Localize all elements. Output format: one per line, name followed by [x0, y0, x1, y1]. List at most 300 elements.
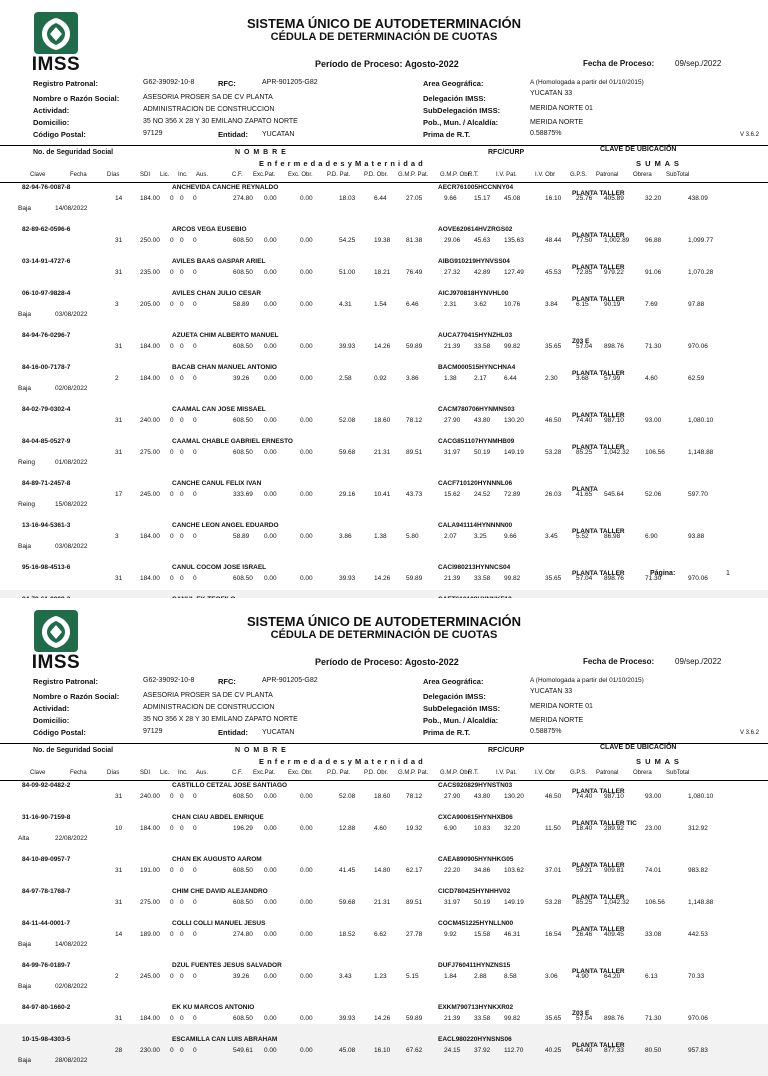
- pob-value: MERIDA NORTE: [530, 119, 584, 126]
- cell-pdp: 52.08: [339, 417, 356, 424]
- cell-exco: 0.00: [300, 1047, 313, 1054]
- cell-aus: 0: [193, 1015, 197, 1022]
- cell-lic: 0: [170, 375, 174, 382]
- cell-ivo: 35.65: [545, 343, 562, 350]
- cell-gmpo: 15.62: [444, 491, 461, 498]
- movimiento-fecha: 01/08/2022: [55, 459, 88, 466]
- cell-ivp: 99.82: [504, 343, 521, 350]
- employee-name: DZUL FUENTES JESUS SALVADOR: [172, 962, 282, 969]
- cell-exco: 0.00: [300, 899, 313, 906]
- cell-gmpp: 43.73: [406, 491, 423, 498]
- cell-pat: 90.19: [604, 301, 621, 308]
- clave-ubicacion: PLANTA TALLER: [572, 232, 625, 239]
- table-row: [0, 478, 768, 520]
- cell-dias: 10: [115, 825, 123, 832]
- nss: 84-09-92-0482-2: [22, 782, 71, 789]
- cell-cf: 274.80: [233, 195, 253, 202]
- cell-gmpo: 1.38: [444, 375, 457, 382]
- cell-cf: 608.50: [233, 269, 253, 276]
- cell-sdi: 240.00: [140, 417, 160, 424]
- col-label: Exc. Obr.: [288, 172, 313, 178]
- cell-excp: 0.00: [264, 1015, 277, 1022]
- cell-rt: 37.92: [474, 1047, 491, 1054]
- domicilio-value: 35 NO 356 X 28 Y 30 EMILANO ZAPATO NORTE: [143, 716, 298, 723]
- col-label: G.M.P. Obr.: [440, 172, 471, 178]
- report-title: SISTEMA ÚNICO DE AUTODETERMINACIÓN: [247, 16, 521, 31]
- cell-ivp: 149.19: [504, 449, 524, 456]
- cell-cf: 608.50: [233, 237, 253, 244]
- cell-cf: 608.50: [233, 343, 253, 350]
- cell-rt: 34.86: [474, 867, 491, 874]
- cell-obr: 23.00: [645, 825, 662, 832]
- cell-gps: 4.90: [576, 973, 589, 980]
- cell-dias: 2: [115, 375, 119, 382]
- nss: 84-16-00-7178-7: [22, 364, 71, 371]
- cell-pdo: 14.26: [374, 575, 391, 582]
- rfc-curp: AUCA770415HYNZHL03: [438, 332, 513, 339]
- cell-sdi: 275.00: [140, 449, 160, 456]
- cell-ivo: 3.45: [545, 533, 558, 540]
- cell-pat: 64.20: [604, 973, 621, 980]
- cell-inc: 0: [180, 575, 184, 582]
- cell-pdo: 18.60: [374, 417, 391, 424]
- nss: 03-14-91-4727-6: [22, 258, 71, 265]
- cell-dias: 31: [115, 793, 123, 800]
- rfc-value: APR-901205-G82: [262, 79, 318, 86]
- cell-exco: 0.00: [300, 575, 313, 582]
- cell-pdp: 54.25: [339, 237, 356, 244]
- cell-gmpo: 2.07: [444, 533, 457, 540]
- cell-gps: 57.04: [576, 1015, 593, 1022]
- cell-pat: 987.10: [604, 417, 624, 424]
- subdelegacion-label: SubDelegación IMSS:: [423, 704, 501, 713]
- clave-ubicacion: PLANTA TALLER: [572, 264, 625, 271]
- cp-label: Código Postal:: [33, 130, 86, 139]
- cell-dias: 31: [115, 237, 123, 244]
- cell-exco: 0.00: [300, 825, 313, 832]
- col-label: G.M.P. Pat.: [398, 770, 429, 776]
- employee-table: [0, 182, 768, 636]
- col-label: P.D. Pat.: [327, 172, 351, 178]
- col-rfc-curp: RFC/CURP: [488, 747, 525, 754]
- cell-rt: 42.89: [474, 269, 491, 276]
- cell-ivo: 35.65: [545, 1015, 562, 1022]
- clave-ubicacion: PLANTA TALLER: [572, 894, 625, 901]
- cell-obr: 96.88: [645, 237, 662, 244]
- cell-excp: 0.00: [264, 343, 277, 350]
- cell-obr: 74.01: [645, 867, 662, 874]
- cell-ivo: 53.28: [545, 899, 562, 906]
- cell-pdo: 14.80: [374, 867, 391, 874]
- col-label: Obrera: [633, 770, 652, 776]
- cell-pat: 289.92: [604, 825, 624, 832]
- cell-gps: 41.65: [576, 491, 593, 498]
- cell-obr: 106.56: [645, 449, 665, 456]
- cell-pat: 898.76: [604, 343, 624, 350]
- col-label: Inc.: [178, 172, 188, 178]
- cell-ivo: 3.06: [545, 973, 558, 980]
- cell-pdp: 2.58: [339, 375, 352, 382]
- delegacion-value: YUCATAN 33: [530, 90, 573, 97]
- cell-rt: 3.25: [474, 533, 487, 540]
- nss: 10-15-98-4303-5: [22, 1036, 71, 1043]
- cell-cf: 608.50: [233, 867, 253, 874]
- cell-inc: 0: [180, 899, 184, 906]
- cell-pat: 979.22: [604, 269, 624, 276]
- nombre-value: ASESORIA PROSER SA DE CV PLANTA: [143, 94, 273, 101]
- cell-pdp: 4.31: [339, 301, 352, 308]
- col-label: Exc. Obr.: [288, 770, 313, 776]
- col-nss: No. de Seguridad Social: [33, 747, 114, 754]
- rfc-curp: COCM451225HYNLLN00: [438, 920, 514, 927]
- cell-aus: 0: [193, 1047, 197, 1054]
- movimiento-fecha: 03/08/2022: [55, 543, 88, 550]
- entidad-label: Entidad:: [218, 130, 248, 139]
- employee-name: COLLI COLLI MANUEL JESUS: [172, 920, 266, 927]
- col-label: SDI: [140, 770, 151, 776]
- cell-ivp: 135.63: [504, 237, 524, 244]
- cell-inc: 0: [180, 973, 184, 980]
- fecha-proceso-value: 09/sep./2022: [675, 59, 722, 68]
- cell-lic: 0: [170, 825, 174, 832]
- cell-pdo: 1.23: [374, 973, 387, 980]
- cell-rt: 45.63: [474, 237, 491, 244]
- cell-ivp: 127.49: [504, 269, 524, 276]
- cell-lic: 0: [170, 449, 174, 456]
- report-subtitle: CÉDULA DE DETERMINACIÓN DE CUOTAS: [270, 31, 498, 43]
- cell-pdp: 51.00: [339, 269, 356, 276]
- domicilio-value: 35 NO 356 X 28 Y 30 EMILANO ZAPATO NORTE: [143, 118, 298, 125]
- cell-sdi: 245.00: [140, 973, 160, 980]
- col-label: I.V. Pat.: [496, 770, 517, 776]
- cell-gmpp: 76.49: [406, 269, 423, 276]
- col-label: Días: [107, 172, 120, 178]
- employee-name: CHAN EK AUGUSTO AAROM: [172, 856, 262, 863]
- cell-cf: 608.50: [233, 1015, 253, 1022]
- cell-sub: 970.06: [688, 1015, 708, 1022]
- table-row: [0, 404, 768, 436]
- clave-ubicacion: PLANTA TALLER: [572, 296, 625, 303]
- area-value: A (Homologada a partir del 01/10/2015): [530, 79, 644, 86]
- cell-ivp: 6.44: [504, 375, 517, 382]
- movimiento-tipo: Baja: [18, 311, 32, 318]
- cell-inc: 0: [180, 301, 184, 308]
- cell-inc: 0: [180, 867, 184, 874]
- cell-ivp: 10.76: [504, 301, 521, 308]
- cp-value: 97129: [143, 728, 163, 735]
- cell-gmpp: 5.15: [406, 973, 419, 980]
- col-label: SDI: [140, 172, 151, 178]
- cell-exco: 0.00: [300, 1015, 313, 1022]
- nombre-value: ASESORIA PROSER SA DE CV PLANTA: [143, 692, 273, 699]
- nss: 84-10-89-0957-7: [22, 856, 71, 863]
- cell-aus: 0: [193, 195, 197, 202]
- cell-ivo: 53.28: [545, 449, 562, 456]
- cell-rt: 50.19: [474, 449, 491, 456]
- employee-name: ESCAMILLA CAN LUIS ABRAHAM: [172, 1036, 278, 1043]
- cell-obr: 6.13: [645, 973, 658, 980]
- cell-gmpp: 89.51: [406, 899, 423, 906]
- cell-obr: 6.90: [645, 533, 658, 540]
- cell-sub: 93.88: [688, 533, 705, 540]
- table-row: [0, 960, 768, 1002]
- entidad-value: YUCATAN: [262, 729, 295, 736]
- cell-pdo: 21.31: [374, 449, 391, 456]
- movimiento-fecha: 22/08/2022: [55, 835, 88, 842]
- cell-excp: 0.00: [264, 269, 277, 276]
- cell-lic: 0: [170, 793, 174, 800]
- cell-dias: 31: [115, 449, 123, 456]
- rfc-label: RFC:: [218, 677, 236, 686]
- cell-dias: 31: [115, 867, 123, 874]
- movimiento-fecha: 14/08/2022: [55, 205, 88, 212]
- cell-dias: 14: [115, 195, 123, 202]
- report-subtitle: CÉDULA DE DETERMINACIÓN DE CUOTAS: [270, 629, 498, 641]
- cell-dias: 14: [115, 931, 123, 938]
- cell-rt: 24.52: [474, 491, 491, 498]
- cell-ivp: 99.82: [504, 575, 521, 582]
- cell-exco: 0.00: [300, 195, 313, 202]
- cell-gmpp: 78.12: [406, 793, 423, 800]
- registro-label: Registro Patronal:: [33, 677, 99, 686]
- col-label: Días: [107, 770, 120, 776]
- clave-ubicacion: PLANTA TALLER: [572, 412, 625, 419]
- cell-ivo: 3.84: [545, 301, 558, 308]
- fecha-proceso-value: 09/sep./2022: [675, 657, 722, 666]
- cell-lic: 0: [170, 269, 174, 276]
- cell-pat: 987.10: [604, 793, 624, 800]
- cell-lic: 0: [170, 973, 174, 980]
- pob-label: Pob., Mun. / Alcaldía:: [423, 118, 499, 127]
- cell-exco: 0.00: [300, 301, 313, 308]
- cell-pat: 545.64: [604, 491, 624, 498]
- cell-pdo: 0.92: [374, 375, 387, 382]
- movimiento-fecha: 28/08/2022: [55, 1057, 88, 1064]
- nss: 82-89-62-0596-6: [22, 226, 71, 233]
- cell-gps: 18.40: [576, 825, 593, 832]
- cell-dias: 31: [115, 269, 123, 276]
- cell-sdi: 191.00: [140, 867, 160, 874]
- col-label: G.P.S.: [570, 172, 587, 178]
- rfc-curp: AECR761005HCCNNY04: [438, 184, 514, 191]
- cell-rt: 15.17: [474, 195, 491, 202]
- movimiento-tipo: Baja: [18, 983, 32, 990]
- cell-dias: 31: [115, 575, 123, 582]
- cell-sdi: 184.00: [140, 375, 160, 382]
- employee-name: CASTILLO CETZAL JOSE SANTIAGO: [172, 782, 288, 789]
- col-label: I.V. Pat.: [496, 172, 517, 178]
- table-row: [0, 288, 768, 330]
- clave-ubicacion: PLANTA TALLER: [572, 370, 625, 377]
- clave-ubicacion: PLANTA TALLER: [572, 528, 625, 535]
- cell-lic: 0: [170, 1047, 174, 1054]
- cell-cf: 39.26: [233, 375, 250, 382]
- cell-ivp: 99.82: [504, 1015, 521, 1022]
- cell-sdi: 230.00: [140, 1047, 160, 1054]
- cell-sub: 62.59: [688, 375, 705, 382]
- cell-ivp: 130.20: [504, 417, 524, 424]
- cell-exco: 0.00: [300, 417, 313, 424]
- cell-inc: 0: [180, 417, 184, 424]
- cell-dias: 17: [115, 491, 123, 498]
- cell-gmpo: 31.97: [444, 449, 461, 456]
- cell-ivp: 46.31: [504, 931, 521, 938]
- cell-sdi: 184.00: [140, 1015, 160, 1022]
- cell-pat: 898.76: [604, 575, 624, 582]
- domicilio-label: Domicilio:: [33, 118, 70, 127]
- movimiento-tipo: Reing: [18, 459, 35, 466]
- nss: 31-16-90-7159-8: [22, 814, 71, 821]
- cell-inc: 0: [180, 1047, 184, 1054]
- clave-ubicacion: PLANTA TALLER: [572, 788, 625, 795]
- entidad-value: YUCATAN: [262, 131, 295, 138]
- subdelegacion-value: MERIDA NORTE 01: [530, 105, 593, 112]
- nss: 84-94-76-0296-7: [22, 332, 71, 339]
- cell-lic: 0: [170, 1015, 174, 1022]
- cell-sub: 1,148.88: [688, 899, 714, 906]
- cell-aus: 0: [193, 931, 197, 938]
- enf-mat-header: E n f e r m e d a d e s y M a t e r n i d a d: [259, 159, 424, 168]
- logo-text: IMSS: [31, 652, 81, 673]
- col-rfc-curp: RFC/CURP: [488, 149, 525, 156]
- cell-gmpo: 21.39: [444, 343, 461, 350]
- cell-gps: 59.21: [576, 867, 593, 874]
- cell-sdi: 189.00: [140, 931, 160, 938]
- cell-cf: 58.89: [233, 301, 250, 308]
- cell-obr: 80.50: [645, 1047, 662, 1054]
- cell-dias: 31: [115, 417, 123, 424]
- cell-lic: 0: [170, 343, 174, 350]
- cell-gmpp: 27.78: [406, 931, 423, 938]
- cell-pdp: 39.93: [339, 1015, 356, 1022]
- cell-dias: 31: [115, 343, 123, 350]
- col-label: Clave: [30, 172, 46, 178]
- cell-pdo: 16.10: [374, 1047, 391, 1054]
- cell-gps: 74.40: [576, 793, 593, 800]
- cell-gmpp: 19.32: [406, 825, 423, 832]
- cell-pdp: 39.93: [339, 343, 356, 350]
- domicilio-label: Domicilio:: [33, 716, 70, 725]
- table-row: [0, 854, 768, 886]
- cell-pdo: 14.26: [374, 1015, 391, 1022]
- employee-name: CANUL COCOM JOSE ISRAEL: [172, 564, 267, 571]
- employee-name: CAAMAL CAN JOSE MISSAEL: [172, 406, 266, 413]
- registro-value: G62-39092-10-8: [143, 677, 195, 684]
- cell-ivo: 16.54: [545, 931, 562, 938]
- col-label: Patronal: [596, 172, 619, 178]
- cell-gps: 26.46: [576, 931, 593, 938]
- rfc-curp: BACM000515HYNCHNA4: [438, 364, 516, 371]
- area-value: A (Homologada a partir del 01/10/2015): [530, 677, 644, 684]
- col-label: Lic.: [160, 770, 170, 776]
- cell-lic: 0: [170, 417, 174, 424]
- col-label: I.V. Obr: [535, 172, 556, 178]
- cell-pdo: 1.54: [374, 301, 387, 308]
- col-label: SubTotal: [666, 172, 690, 178]
- cell-pdo: 6.44: [374, 195, 387, 202]
- actividad-value: ADMINISTRACION DE CONSTRUCCION: [143, 106, 275, 113]
- pob-label: Pob., Mun. / Alcaldía:: [423, 716, 499, 725]
- table-row: [0, 562, 768, 594]
- movimiento-tipo: Alta: [18, 835, 30, 842]
- cell-gps: 85.25: [576, 449, 593, 456]
- enf-mat-header: E n f e r m e d a d e s y M a t e r n i d a d: [259, 757, 424, 766]
- cell-cf: 608.50: [233, 899, 253, 906]
- cell-cf: 333.69: [233, 491, 253, 498]
- registro-label: Registro Patronal:: [33, 79, 99, 88]
- cell-exco: 0.00: [300, 931, 313, 938]
- cell-inc: 0: [180, 237, 184, 244]
- report-title: SISTEMA ÚNICO DE AUTODETERMINACIÓN: [247, 614, 521, 629]
- cell-rt: 10.83: [474, 825, 491, 832]
- cell-lic: 0: [170, 237, 174, 244]
- prima-label: Prima de R.T.: [423, 728, 471, 737]
- area-label: Area Geográfica:: [423, 677, 484, 686]
- cell-gmpo: 27.90: [444, 417, 461, 424]
- cell-sub: 97.88: [688, 301, 705, 308]
- col-label: Exc.Pat.: [253, 172, 276, 178]
- col-label: I.V. Obr: [535, 770, 556, 776]
- cell-pdo: 18.21: [374, 269, 391, 276]
- cell-exco: 0.00: [300, 343, 313, 350]
- rfc-curp: CAEA890905HYNHKG05: [438, 856, 514, 863]
- cell-aus: 0: [193, 269, 197, 276]
- cell-inc: 0: [180, 195, 184, 202]
- version: V 3.6.2: [740, 730, 760, 736]
- cell-inc: 0: [180, 449, 184, 456]
- cell-gps: 85.25: [576, 899, 593, 906]
- cell-gmpp: 62.17: [406, 867, 423, 874]
- cp-value: 97129: [143, 130, 163, 137]
- cell-exco: 0.00: [300, 973, 313, 980]
- cell-gmpp: 59.89: [406, 1015, 423, 1022]
- cell-pdo: 19.38: [374, 237, 391, 244]
- cell-pdo: 14.26: [374, 343, 391, 350]
- cell-obr: 71.30: [645, 343, 662, 350]
- table-row: [0, 886, 768, 918]
- cell-obr: 4.60: [645, 375, 658, 382]
- cell-aus: 0: [193, 375, 197, 382]
- nss: 95-16-98-4513-6: [22, 564, 71, 571]
- actividad-value: ADMINISTRACION DE CONSTRUCCION: [143, 704, 275, 711]
- cell-lic: 0: [170, 491, 174, 498]
- cell-ivo: 46.50: [545, 417, 562, 424]
- nss: 84-89-71-2457-8: [22, 480, 71, 487]
- cell-rt: 33.58: [474, 575, 491, 582]
- prima-value: 0.58875%: [530, 130, 562, 137]
- sumas-header: S U M A S: [636, 757, 680, 766]
- cell-obr: 71.30: [645, 575, 662, 582]
- cell-dias: 3: [115, 533, 119, 540]
- nss: 82-94-76-0087-8: [22, 184, 71, 191]
- cell-aus: 0: [193, 449, 197, 456]
- rfc-curp: CACI980213HYNNCS04: [438, 564, 511, 571]
- cell-excp: 0.00: [264, 301, 277, 308]
- cell-gmpp: 59.89: [406, 575, 423, 582]
- cell-cf: 608.50: [233, 793, 253, 800]
- rfc-curp: CXCA900615HYNHXB06: [438, 814, 513, 821]
- cell-sub: 442.53: [688, 931, 708, 938]
- rfc-curp: AIBG910219HYNVSS04: [438, 258, 510, 265]
- col-label: P.D. Obr.: [364, 770, 388, 776]
- cell-cf: 608.50: [233, 575, 253, 582]
- cell-gps: 3.68: [576, 375, 589, 382]
- entidad-label: Entidad:: [218, 728, 248, 737]
- cell-excp: 0.00: [264, 825, 277, 832]
- cell-lic: 0: [170, 533, 174, 540]
- cell-excp: 0.00: [264, 237, 277, 244]
- col-label: Inc.: [178, 770, 188, 776]
